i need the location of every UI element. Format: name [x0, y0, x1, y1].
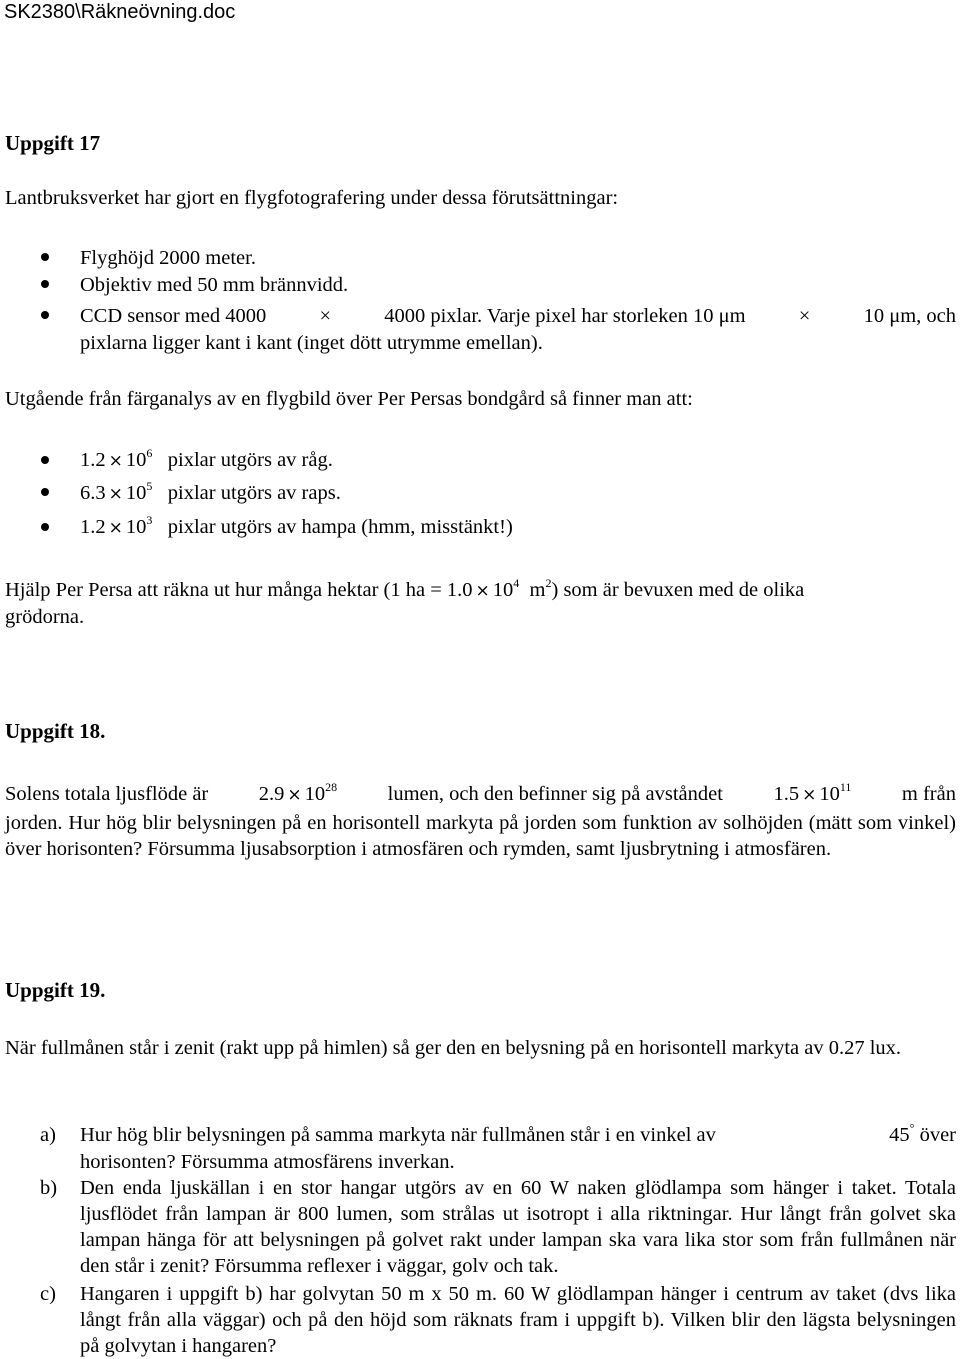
task18-body: jorden. Hur hög blir belysningen på en horisontell markyta på jorden som funktion av solhöjden (mätt som vinkel) över horisonten? Försumma ljusabsorption i atmosfären och rymden, samt ljusbrytning i atmosfären. — [5, 812, 956, 860]
item-label-b: b) — [40, 1177, 58, 1199]
item-a-line1: Hur hög blir belysningen på samma markyta när fullmånen står i en vinkel av 45° över — [80, 1121, 956, 1146]
task17-question: Hjälp Per Persa att räkna ut hur många hektar (1 ha = $1.0 \times 10^4$ $m^2$) som är bevuxen med de olika — [5, 576, 805, 601]
item-label-c: c) — [40, 1283, 56, 1305]
ccd-text-b: 4000 pixlar. Varje pixel har storleken 10 μm — [384, 305, 746, 327]
bullet-icon — [41, 488, 49, 496]
item-b-text: Den enda ljuskällan i en stor hangar utgörs av en 60 W naken glödlampa som hänger i taket. Totala ljusflödet från lampan är 800 lumen, som strålas ut isotropt i alla riktningar. Hur långt från golvet ska lampan hänga för att belysningen på golvet rakt under lampan ska vara lika stor som från fullmånen när den står i zenit? Försumma reflexer i väggar, golv och tak. — [80, 1177, 956, 1277]
times-icon: × — [108, 518, 123, 538]
task17-question-end: grödorna. — [5, 606, 85, 628]
item-a-line2: horisonten? Försumma atmosfärens inverkan. — [80, 1151, 455, 1173]
times-icon: × — [108, 484, 123, 504]
degree-icon: ° — [909, 1121, 915, 1135]
task17-title: Uppgift 17 — [5, 131, 101, 155]
bullet-icon — [41, 311, 49, 319]
task18-line1: Solens totala ljusflöde är $2.9 \times 10^{28}$ lumen, och den befinner sig på avståndet $1.5 \times 10^{11}$ m från — [5, 780, 956, 805]
bullet-icon — [41, 280, 49, 288]
bullet-icon — [41, 253, 49, 261]
times-icon: × — [798, 305, 811, 327]
times-icon: × — [287, 785, 302, 805]
ccd-continuation: pixlarna ligger kant i kant (inget dött utrymme emellan). — [80, 332, 543, 354]
item-c-text: Hangaren i uppgift b) har golvytan 50 m x 50 m. 60 W glödlampan hänger i centrum av taket (dvs lika långt från alla väggar) och på den höjd som räknats fram i uppgift b). Vilken blir den lägsta belysningen på golvytan i hangaren? — [80, 1283, 956, 1357]
task18-title: Uppgift 18. — [5, 719, 106, 743]
item-label-a: a) — [40, 1124, 56, 1146]
ccd-text-a: CCD sensor med 4000 — [80, 305, 267, 327]
ccd-text-c: 10 μm, och — [863, 305, 956, 327]
task19-intro: När fullmånen står i zenit (rakt upp på himlen) så ger den en belysning på en horisontell markyta av 0.27 lux. — [5, 1037, 902, 1059]
bullet-icon — [41, 456, 49, 464]
times-icon: × — [319, 305, 331, 327]
times-icon: × — [475, 581, 490, 601]
times-icon: × — [108, 451, 123, 471]
file-path-header: SK2380\Räkneövning.doc — [4, 1, 236, 23]
condition-item: Objektiv med 50 mm brännvidd. — [80, 274, 349, 296]
finding-item: $6.3 \times 10^5$ pixlar utgörs av raps. — [80, 479, 341, 504]
task17-intro: Lantbruksverket har gjort en flygfotografering under dessa förutsättningar: — [5, 187, 619, 209]
task19-title: Uppgift 19. — [5, 978, 106, 1002]
condition-item-ccd — [80, 303, 956, 329]
finding-item: $1.2 \times 10^6$ pixlar utgörs av råg. — [80, 446, 333, 471]
condition-item: Flyghöjd 2000 meter. — [80, 247, 256, 269]
finding-item: $1.2 \times 10^3$ pixlar utgörs av hampa (hmm, misstänkt!) — [80, 513, 513, 538]
task17-analysis-intro: Utgående från färganalys av en flygbild över Per Persas bondgård så finner man att: — [5, 388, 693, 410]
times-icon: × — [802, 785, 817, 805]
bullet-icon — [41, 523, 49, 531]
